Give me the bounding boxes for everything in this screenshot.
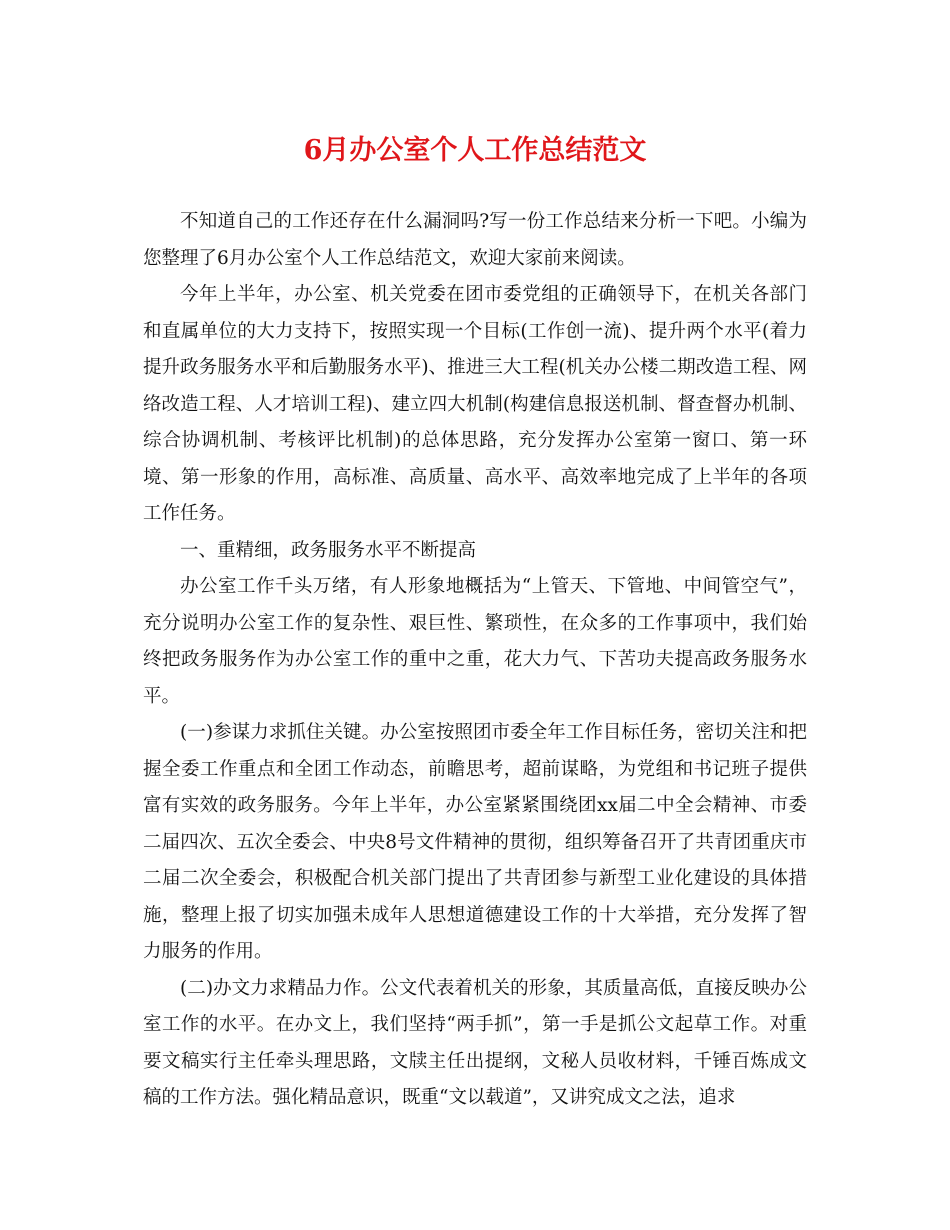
paragraph-overview: 今年上半年，办公室、机关党委在团市委党组的正确领导下，在机关各部门和直属单位的大力支持下，按照实现一个目标(工作创一流)、提升两个水平(着力提升政务服务水平和后勤服务水平)、推进三大工程(机关办公楼二期改造工程、网络改造工程、人才培训工程)、建立四大机制(构建信息报送机制、督查督办机制、综合协调机制、考核评比机制)的总体思路，充分发挥办公室第一窗口、第一环境、第一形象的作用，高标准、高质量、高水平、高效率地完成了上半年的各项工作任务。 xyxy=(143,284,807,524)
paragraph-subsection-2: (二)办文力求精品力作。公文代表着机关的形象，其质量高低，直接反映办公室工作的水平。在办文上，我们坚持“两手抓”，第一手是抓公文起草工作。对重要文稿实行主任牵头理思路，文牍主任出提纲，文秘人员收材料，千锤百炼成文稿的工作方法。强化精品意识，既重“文以载道”，又讲究成文之法，追求 xyxy=(143,977,807,1108)
paragraph-intro: 不知道自己的工作还存在什么漏洞吗?写一份工作总结来分析一下吧。小编为您整理了6月办公室个人工作总结范文，欢迎大家前来阅读。 xyxy=(143,211,807,269)
document-title: 6月办公室个人工作总结范文 xyxy=(303,135,647,166)
paragraph-section-1: 办公室工作千头万绪，有人形象地概括为“上管天、下管地、中间管空气”，充分说明办公室工作的复杂性、艰巨性、繁琐性，在众多的工作事项中，我们始终把政务服务作为办公室工作的重中之重，花大力气、下苦功夫提高政务服务水平。 xyxy=(143,576,807,707)
paragraph-subsection-1: (一)参谋力求抓住关键。办公室按照团市委全年工作目标任务，密切关注和把握全委工作重点和全团工作动态，前瞻思考，超前谋略，为党组和书记班子提供富有实效的政务服务。今年上半年，办公室紧紧围绕团xx届二中全会精神、市委二届四次、五次全委会、中央8号文件精神的贯彻，组织筹备召开了共青团重庆市二届二次全委会，积极配合机关部门提出了共青团参与新型工业化建设的具体措施，整理上报了切实加强未成年人思想道德建设工作的十大举措，充分发挥了智力服务的作用。 xyxy=(143,722,807,962)
document-body xyxy=(143,204,807,1117)
section-heading-1: 一、重精细，政务服务水平不断提高 xyxy=(180,539,477,561)
